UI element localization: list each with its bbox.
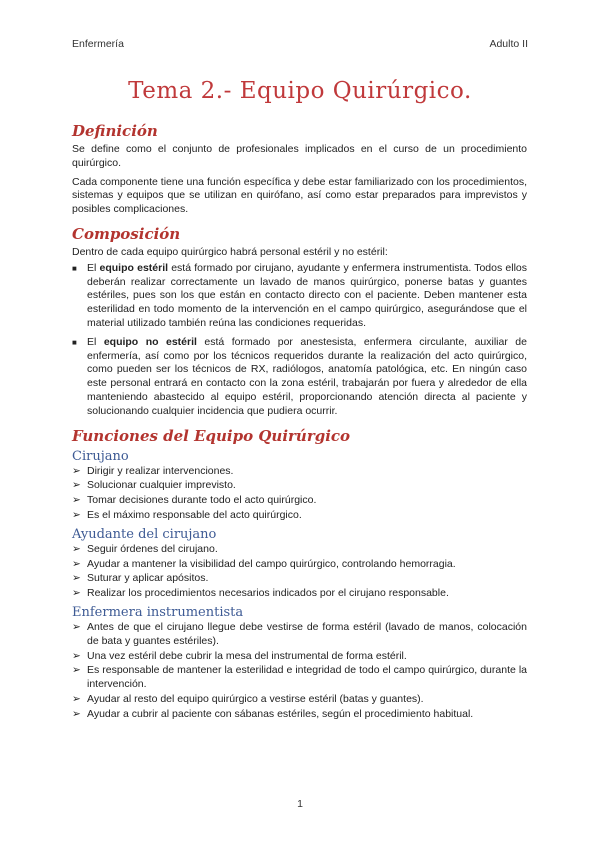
item-text: Ayudar a cubrir al paciente con sábanas estériles, según el procedimiento habitual. [87,707,474,720]
cirujano-list [72,465,527,523]
item-text: Es el máximo responsable del acto quirúrgico. [87,508,302,521]
item-text: El [87,335,104,348]
arrow-bullet-icon: ➢ [72,464,81,477]
page-header [72,38,528,52]
list-item [72,494,527,508]
arrow-bullet-icon: ➢ [72,572,81,585]
page-title: Tema 2.- Equipo Quirúrgico. [128,78,472,104]
list-item [72,543,527,557]
document-body [72,122,527,724]
arrow-bullet-icon: ➢ [72,479,81,492]
item-text: Ayudar a mantener la visibilidad del campo quirúrgico, controlando hemorragia. [87,557,456,570]
instrumentista-list [72,621,527,722]
arrow-bullet-icon: ➢ [72,557,81,570]
definicion-paragraph-2: Cada componente tiene una función específica y debe estar familiarizado con los procedimientos, sistemas y equipos que se utilizan en quirófano, así como estar preparados para imprevistos y posibles complicaciones. [72,175,527,216]
item-text: Realizar los procedimientos necesarios indicados por el cirujano responsable. [87,587,449,600]
arrow-bullet-icon: ➢ [72,620,81,633]
list-item [72,465,527,479]
item-text: Suturar y aplicar apósitos. [87,572,209,585]
composicion-intro: Dentro de cada equipo quirúrgico habrá personal estéril y no estéril: [72,245,388,258]
item-text: El [87,261,100,274]
list-item [72,664,527,692]
list-item [72,558,527,572]
list-item [72,479,527,493]
arrow-bullet-icon: ➢ [72,707,81,720]
list-item [72,621,527,649]
instrumentista-heading: Enfermera instrumentista [72,604,244,620]
item-text: Dirigir y realizar intervenciones. [87,464,234,477]
list-item [72,572,527,586]
item-bold-term: equipo estéril [99,261,169,274]
item-text: está formado por anestesista, enfermera circulante, auxiliar de enfermería, así como por los técnicos requeridos durante la realización del acto quirúrgico, como pueden ser los técnicos de RX, radiólogos, anatomía patológica, etc. En ningún caso este personal entrará en contacto con la zona estéril, trabajarán por fuera y alrededor de ella manteniendo abastecido al equipo estéril, proporcionando atención directa al paciente y solucionando cualquier incidencia que pudiera ocurrir. [87,335,527,417]
arrow-bullet-icon: ➢ [72,542,81,555]
cirujano-heading: Cirujano [72,448,129,464]
item-text: Solucionar cualquier imprevisto. [87,479,236,492]
item-text: Seguir órdenes del cirujano. [87,542,218,555]
funciones-heading: Funciones del Equipo Quirúrgico [72,426,351,445]
composicion-heading: Composición [72,224,181,243]
list-item [72,693,527,707]
item-text: está formado por cirujano, ayudante y enfermera instrumentista. Todos ellos deberán realizar correctamente un lavado de manos quirúrgico, ponerse batas y guantes estériles, pues son los que están en contacto directo con el paciente. Deben mantener esta esterilidad en todo momento de la intervención en el campo quirúrgico, asegurándose que el material utilizado también reúna las condiciones requeridas. [87,261,527,329]
arrow-bullet-icon: ➢ [72,587,81,600]
header-course: Adulto II [489,38,528,50]
page-number: 1 [297,798,303,810]
arrow-bullet-icon: ➢ [72,664,81,677]
square-bullet-icon: ■ [72,263,77,273]
item-text: Antes de que el cirujano llegue debe vestirse de forma estéril (lavado de manos, colocación de bata y guantes estériles). [87,620,527,647]
list-item [72,509,527,523]
item-text: Tomar decisiones durante todo el acto quirúrgico. [87,494,317,507]
arrow-bullet-icon: ➢ [72,508,81,521]
definicion-heading: Definición [72,122,158,140]
header-subject: Enfermería [72,38,124,50]
list-item [72,650,527,664]
list-item-equipo-no-esteril [72,336,527,419]
item-bold-term: equipo no estéril [103,335,197,348]
ayudante-heading: Ayudante del cirujano [72,526,217,542]
list-item [72,587,527,601]
definicion-paragraph-1: Se define como el conjunto de profesionales implicados en el curso de un procedimiento quirúrgico. [72,143,527,169]
item-text: Ayudar al resto del equipo quirúrgico a vestirse estéril (batas y guantes). [87,692,424,705]
list-item-equipo-esteril [72,262,527,331]
arrow-bullet-icon: ➢ [72,494,81,507]
item-text: Es responsable de mantener la esterilidad e integridad de todo el campo quirúrgico, durante la intervención. [87,664,527,691]
list-item [72,708,527,722]
composicion-list [72,262,527,419]
item-text: Una vez estéril debe cubrir la mesa del instrumental de forma estéril. [87,649,407,662]
ayudante-list [72,543,527,601]
arrow-bullet-icon: ➢ [72,649,81,662]
square-bullet-icon: ■ [72,337,77,347]
arrow-bullet-icon: ➢ [72,692,81,705]
